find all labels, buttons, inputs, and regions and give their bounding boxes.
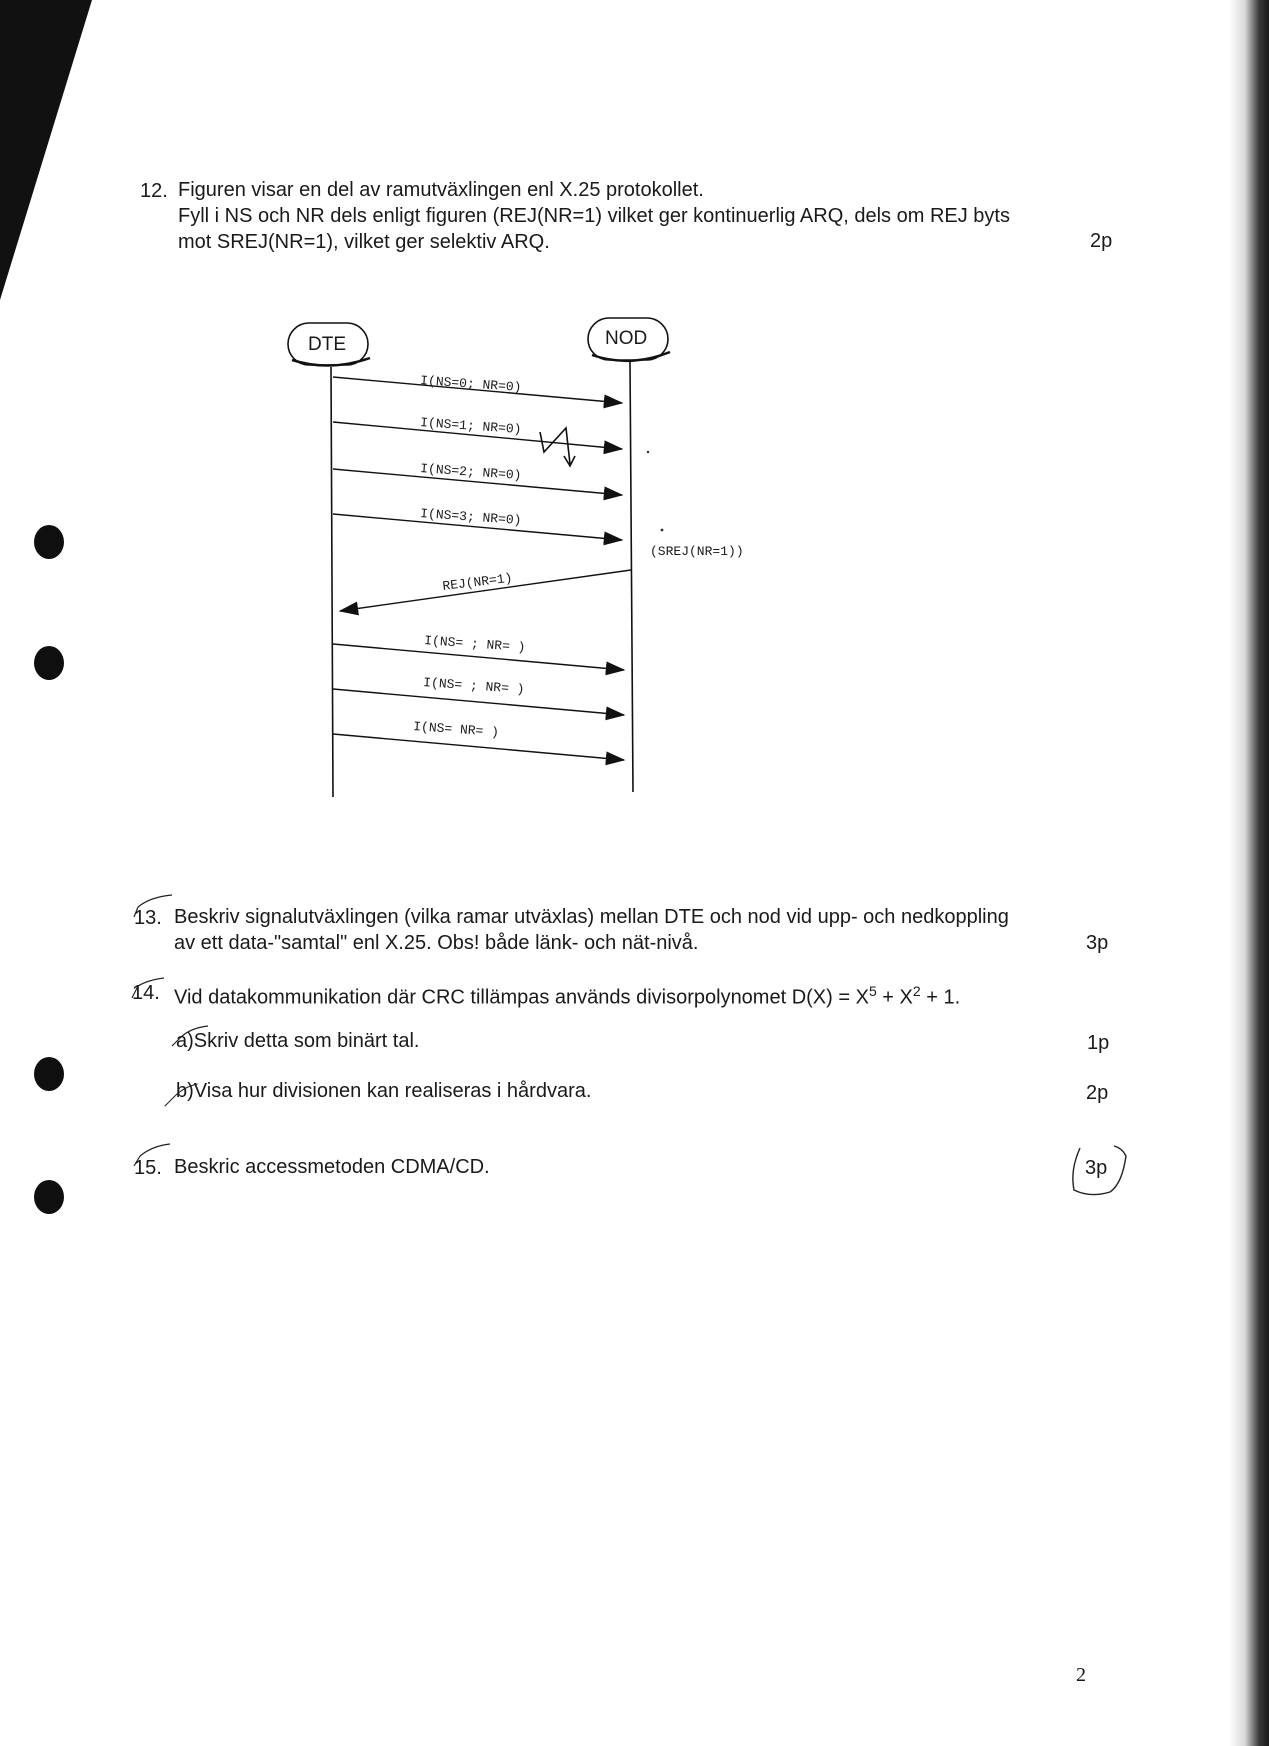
question-14b-label: b)	[176, 1080, 194, 1102]
question-14b-points: 2p	[1086, 1082, 1109, 1104]
message-label: I(NS= ; NR= )	[423, 633, 526, 656]
question-12-line-3: mot SREJ(NR=1), vilket ger selektiv ARQ.	[178, 231, 550, 253]
message-label: I(NS=0; NR=0)	[419, 373, 522, 396]
nod-label: NOD	[605, 328, 648, 349]
message-label: I(NS=1; NR=0)	[419, 415, 522, 438]
question-12-number: 12.	[140, 180, 168, 202]
question-14-text-before: Vid datakommunikation där CRC tillämpas används divisorpolynomet D(X) = X	[174, 986, 869, 1009]
message-label: I(NS= NR= )	[412, 719, 500, 740]
dte-lifeline	[331, 367, 333, 797]
dte-label: DTE	[308, 334, 346, 355]
punch-hole	[34, 1180, 64, 1214]
exponent-5: 5	[868, 983, 877, 999]
message-arrow	[340, 570, 631, 611]
question-13-line-2: av ett data-"samtal" enl X.25. Obs! både länk- och nät-nivå.	[174, 932, 699, 954]
srej-note: (SREJ(NR=1))	[650, 544, 744, 559]
question-14b	[176, 1078, 591, 1104]
question-13-number: 13.	[134, 907, 162, 929]
question-14-text	[174, 978, 960, 1011]
question-14-text-after: + 1.	[920, 986, 961, 1009]
exponent-2: 2	[912, 983, 921, 999]
question-13-points: 3p	[1086, 932, 1109, 954]
question-14a-label: a)	[176, 1030, 194, 1052]
page-number: 2	[1076, 1664, 1086, 1686]
question-14a-points: 1p	[1087, 1032, 1110, 1054]
message-label: REJ(NR=1)	[441, 570, 514, 594]
message-label: I(NS= ; NR= )	[422, 675, 525, 698]
nod-node	[588, 318, 670, 361]
question-14-number: 14.	[132, 982, 160, 1004]
message-arrow	[333, 461, 622, 495]
punch-hole	[34, 1057, 64, 1091]
message-arrow	[333, 415, 622, 449]
question-12-line-2: Fyll i NS och NR dels enligt figuren (REJ(NR=1) vilket ger kontinuerlig ARQ, dels om REJ byts	[178, 205, 1010, 227]
lightning-bolt-icon	[540, 428, 575, 466]
question-12-points: 2p	[1090, 230, 1113, 252]
question-15-text: Beskric accessmetoden CDMA/CD.	[174, 1156, 490, 1178]
message-label: I(NS=2; NR=0)	[419, 461, 522, 484]
question-15-points: 3p	[1085, 1157, 1108, 1179]
nod-lifeline	[630, 362, 633, 792]
question-15-number: 15.	[134, 1157, 162, 1179]
message-arrow	[333, 675, 624, 715]
question-14-text-mid: + X	[876, 986, 913, 1009]
question-12-line-1: Figuren visar en del av ramutväxlingen enl X.25 protokollet.	[178, 179, 704, 201]
dte-node	[288, 323, 370, 366]
message-arrow	[333, 373, 622, 403]
message-arrow	[333, 719, 624, 760]
question-14b-text: Visa hur divisionen kan realiseras i hårdvara.	[193, 1080, 592, 1102]
question-14a-text: Skriv detta som binärt tal.	[193, 1030, 420, 1052]
question-14a	[176, 1028, 419, 1054]
message-arrow	[333, 506, 622, 540]
message-arrow	[333, 633, 624, 670]
question-13-line-1: Beskriv signalutväxlingen (vilka ramar utväxlas) mellan DTE och nod vid upp- och nedkoppling	[174, 906, 1009, 928]
message-label: I(NS=3; NR=0)	[419, 506, 522, 529]
